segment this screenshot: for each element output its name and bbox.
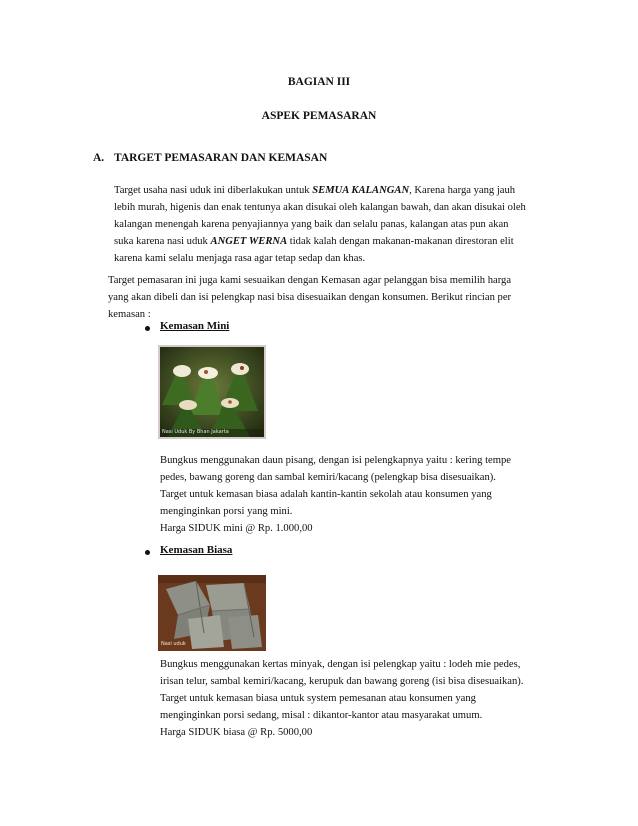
emphasis-brand-name: ANGET WERNA: [210, 236, 288, 247]
kemasan-mini-description: [160, 452, 511, 537]
kemasan-mini-photo-caption: Nasi Uduk By Bhan Jakarta: [162, 429, 229, 435]
kemasan-biasa-photo: [158, 575, 266, 651]
packaging-line-2: yang akan dibeli dan isi pelengkap nasi bisa disesuaikan dengan konsumen. Berikut rincian per: [108, 292, 512, 303]
packaging-line-3: kemasan :: [108, 309, 151, 320]
bullet-icon: [145, 550, 150, 555]
packaging-intro-paragraph: [108, 272, 511, 323]
biasa-price: Harga SIDUK biasa @ Rp. 5000,00: [160, 727, 313, 738]
packaging-line-1: Target pemasaran ini juga kami sesuaikan dengan Kemasan agar pelanggan bisa memilih harga: [108, 275, 512, 286]
biasa-line-3: Target untuk kemasan biasa untuk system pemesanan atau konsumen yang: [160, 693, 476, 704]
section-title: TARGET PEMASARAN DAN KEMASAN: [114, 152, 328, 164]
biasa-line-4: menginginkan porsi sedang, misal : dikantor-kantor atau masyarakat umum.: [160, 710, 483, 721]
bullet-icon: [145, 326, 150, 331]
mini-line-3: Target untuk kemasan biasa adalah kantin-kantin sekolah atau konsumen yang: [160, 489, 492, 500]
kemasan-mini-photo: [158, 345, 266, 439]
intro-paragraph: [114, 182, 526, 267]
chapter-subtitle: ASPEK PEMASARAN: [261, 110, 377, 122]
intro-line-5: karena kami selalu menjaga rasa agar tetap sedap dan khas.: [114, 253, 366, 264]
biasa-line-1: Bungkus menggunakan kertas minyak, dengan isi pelengkap yaitu : lodeh mie pedes,: [160, 659, 521, 670]
intro-line-3: kalangan menengah karena penyajiannya yang baik dan selalu panas, kalangan atas pun akan: [114, 219, 509, 230]
chapter-title: BAGIAN III: [287, 76, 351, 88]
section-letter: A.: [93, 152, 105, 164]
kemasan-biasa-photo-caption: Nasi uduk: [161, 641, 186, 647]
kemasan-biasa-label: Kemasan Biasa: [160, 544, 233, 556]
mini-line-2: pedes, bawang goreng dan sambal kemiri/kacang (pelengkap bisa disesuaikan).: [160, 472, 496, 483]
intro-line-4: suka karena nasi uduk ANGET WERNA tidak kalah dengan makanan-makanan direstoran elit: [114, 236, 514, 247]
kemasan-mini-label: Kemasan Mini: [160, 320, 230, 332]
intro-line-1: Target usaha nasi uduk ini diberlakukan untuk SEMUA KALANGAN, Karena harga yang jauh: [114, 185, 516, 196]
mini-line-4: menginginkan porsi yang mini.: [160, 506, 293, 517]
mini-line-1: Bungkus menggunakan daun pisang, dengan isi pelengkapnya yaitu : kering tempe: [160, 455, 511, 466]
kemasan-biasa-description: [160, 656, 523, 741]
mini-price: Harga SIDUK mini @ Rp. 1.000,00: [160, 523, 313, 534]
biasa-line-2: irisan telur, sambal kemiri/kacang, kerupuk dan bawang goreng (isi bisa disesuaikan).: [160, 676, 524, 687]
emphasis-semua-kalangan: SEMUA KALANGAN: [312, 185, 410, 196]
intro-line-2: lebih murah, higenis dan enak tentunya akan disukai oleh kalangan bawah, dan akan disukai oleh: [114, 202, 526, 213]
